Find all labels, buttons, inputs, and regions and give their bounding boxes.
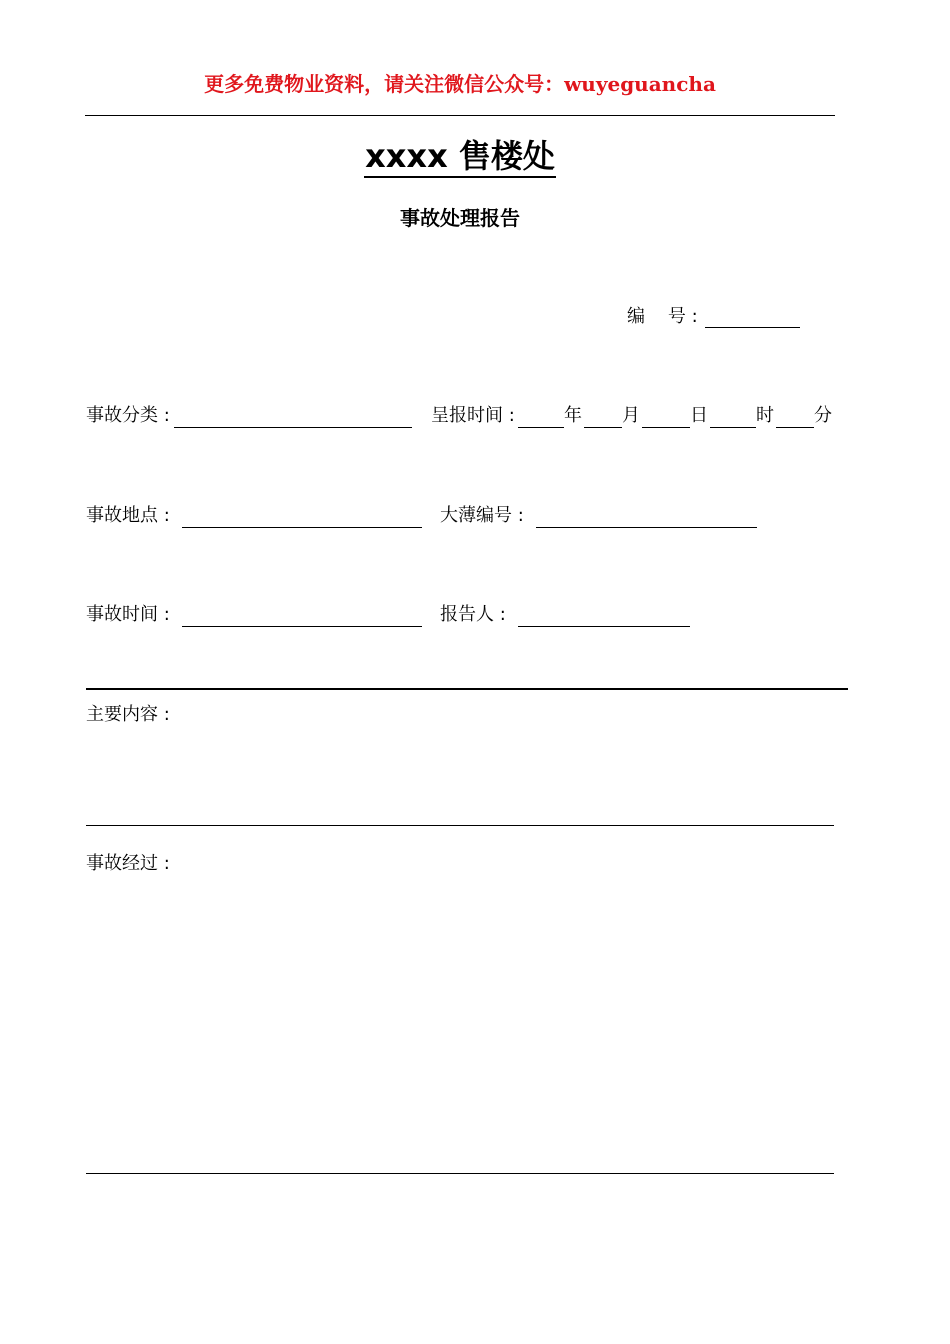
- process-label: 事故经过 :: [86, 853, 170, 874]
- process-bottom-line: [86, 1173, 834, 1174]
- number-field[interactable]: [705, 327, 800, 328]
- building-no-field[interactable]: [536, 527, 757, 528]
- location-field[interactable]: [182, 527, 422, 528]
- report-time-label: 呈报时间 :: [431, 405, 515, 426]
- accident-time-label: 事故时间 :: [86, 604, 170, 625]
- hour-unit: 时: [756, 405, 774, 426]
- main-content-bottom-line: [86, 825, 834, 826]
- minute-unit: 分: [814, 405, 832, 426]
- building-no-label: 大薄编号 :: [440, 505, 524, 526]
- category-label: 事故分类 :: [86, 405, 170, 426]
- accident-time-field[interactable]: [182, 626, 422, 627]
- document-subtitle: 事故处理报告: [400, 206, 520, 230]
- number-label: 编 号 :: [627, 306, 698, 327]
- main-content-label: 主要内容 :: [86, 704, 170, 725]
- header-divider: [85, 115, 835, 116]
- year-unit: 年: [564, 405, 582, 426]
- report-year-field[interactable]: [518, 427, 564, 428]
- reporter-label: 报告人 :: [440, 604, 506, 625]
- category-field[interactable]: [174, 427, 412, 428]
- promo-banner: 更多免费物业资料，请关注微信公众号：wuyeguancha: [204, 72, 716, 96]
- section-divider: [86, 688, 848, 690]
- document-title-text: xxxx 售楼处: [364, 136, 556, 178]
- report-day-field[interactable]: [642, 427, 690, 428]
- report-minute-field[interactable]: [776, 427, 814, 428]
- report-month-field[interactable]: [584, 427, 622, 428]
- day-unit: 日: [690, 405, 708, 426]
- month-unit: 月: [622, 405, 640, 426]
- report-hour-field[interactable]: [710, 427, 756, 428]
- reporter-field[interactable]: [518, 626, 690, 627]
- location-label: 事故地点 :: [86, 505, 170, 526]
- document-title: [0, 134, 920, 178]
